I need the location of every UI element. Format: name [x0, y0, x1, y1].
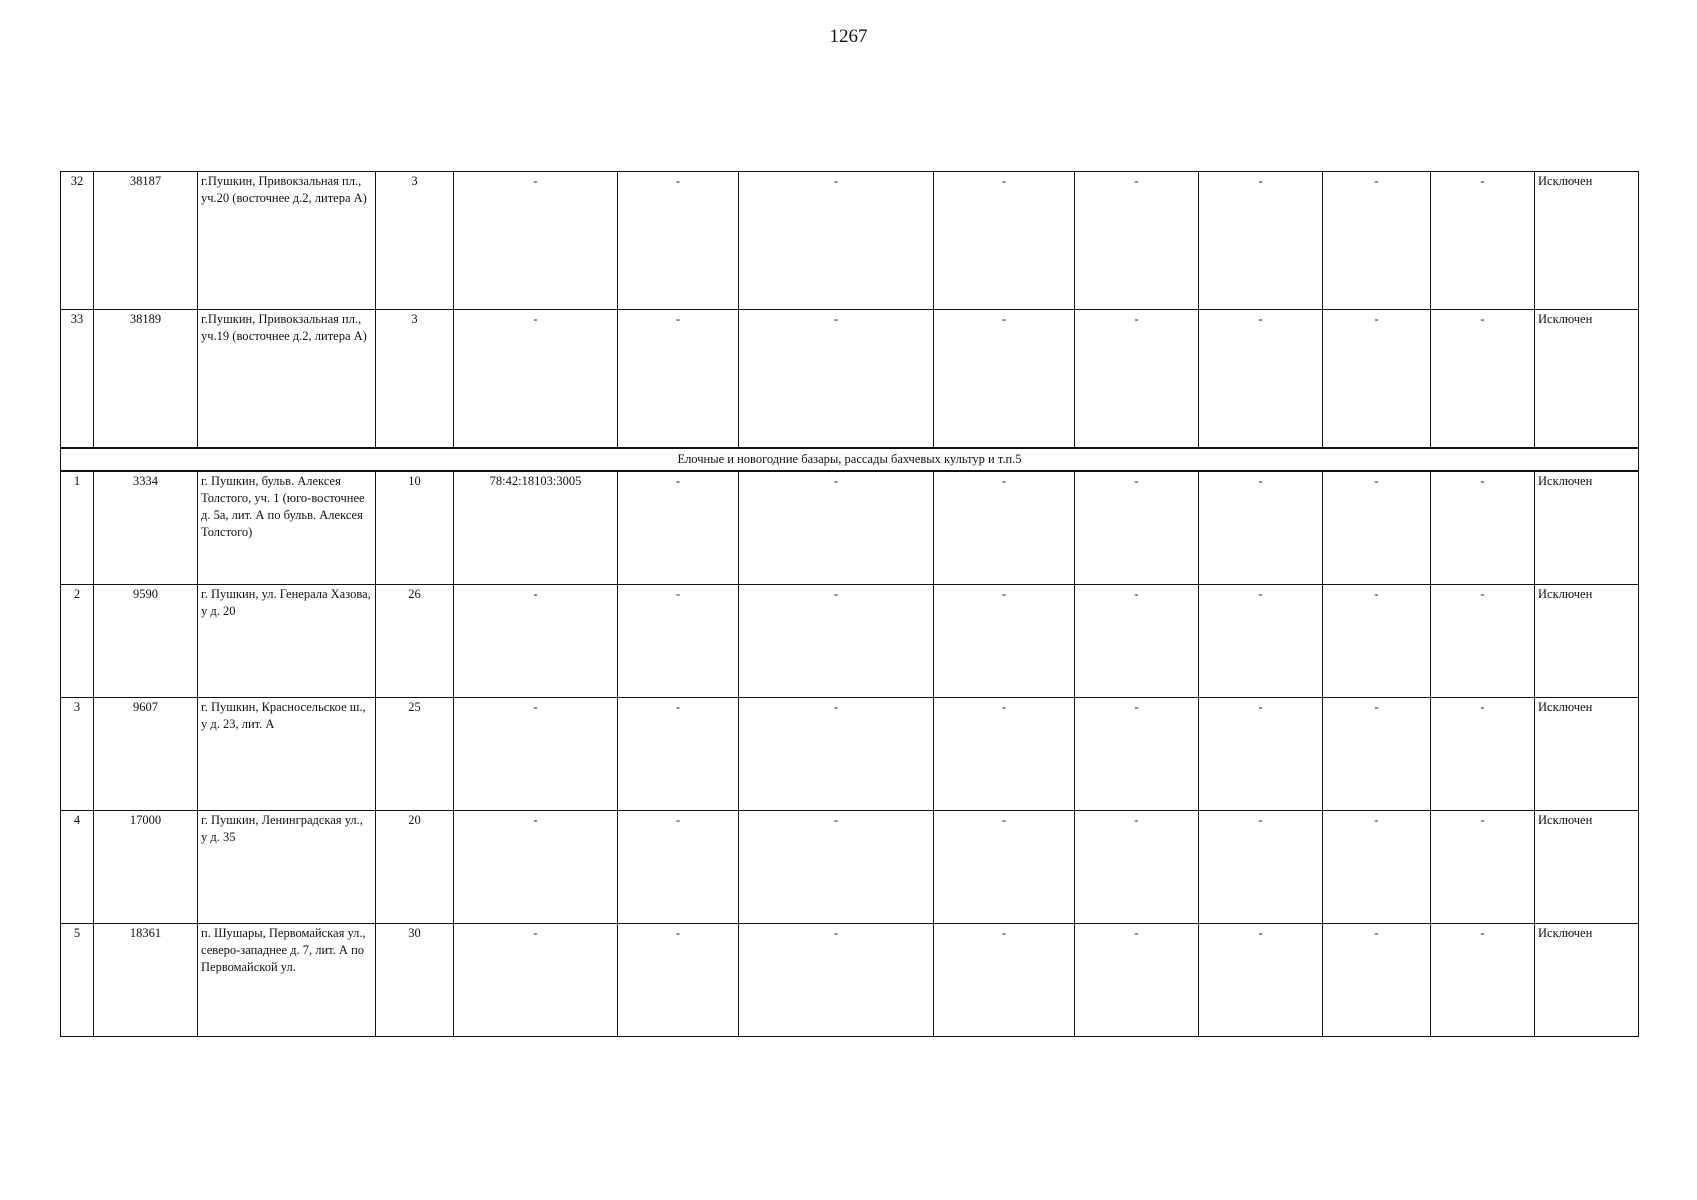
cell-area: 3 [376, 172, 454, 310]
cell-cadastral: - [454, 811, 618, 924]
cell-value: - [618, 811, 739, 924]
cell-id: 9607 [94, 698, 198, 811]
cell-address: г. Пушкин, Ленинградская ул., у д. 35 [198, 811, 376, 924]
cell-value: - [1323, 172, 1431, 310]
cell-value: - [1431, 471, 1535, 585]
cell-value: - [1075, 698, 1199, 811]
cell-value: - [1323, 585, 1431, 698]
cell-area: 10 [376, 471, 454, 585]
cell-value: - [618, 471, 739, 585]
cell-value: - [1323, 471, 1431, 585]
cell-area: 25 [376, 698, 454, 811]
cell-value: - [1431, 811, 1535, 924]
cell-value: - [1199, 698, 1323, 811]
cell-value: - [739, 172, 934, 310]
cell-value: - [1431, 924, 1535, 1037]
cell-value: - [618, 172, 739, 310]
section-title: Елочные и новогодние базары, рассады бахчевых культур и т.п.5 [61, 448, 1639, 471]
cell-value: - [618, 310, 739, 449]
registry-table-body [61, 172, 1639, 1037]
cell-status: Исключен [1535, 172, 1639, 310]
cell-status: Исключен [1535, 811, 1639, 924]
cell-value: - [739, 698, 934, 811]
cell-area: 3 [376, 310, 454, 449]
cell-value: - [739, 811, 934, 924]
cell-id: 18361 [94, 924, 198, 1037]
cell-value: - [1075, 471, 1199, 585]
cell-value: - [934, 811, 1075, 924]
cell-value: - [739, 585, 934, 698]
cell-id: 38187 [94, 172, 198, 310]
section-header-row [61, 448, 1639, 471]
cell-cadastral: - [454, 924, 618, 1037]
table-row [61, 585, 1639, 698]
cell-value: - [1199, 310, 1323, 449]
cell-number: 33 [61, 310, 94, 449]
table-row [61, 310, 1639, 449]
cell-value: - [1075, 811, 1199, 924]
cell-address: г.Пушкин, Привокзальная пл., уч.20 (восточнее д.2, литера А) [198, 172, 376, 310]
cell-value: - [1431, 172, 1535, 310]
cell-cadastral: - [454, 172, 618, 310]
cell-value: - [1431, 310, 1535, 449]
cell-number: 2 [61, 585, 94, 698]
cell-value: - [1075, 310, 1199, 449]
cell-area: 30 [376, 924, 454, 1037]
cell-value: - [618, 698, 739, 811]
cell-value: - [1323, 811, 1431, 924]
cell-value: - [1199, 924, 1323, 1037]
cell-area: 26 [376, 585, 454, 698]
cell-value: - [1431, 585, 1535, 698]
cell-number: 3 [61, 698, 94, 811]
cell-address: г. Пушкин, бульв. Алексея Толстого, уч. 1 (юго-восточнее д. 5а, лит. А по бульв. Алексея Толстого) [198, 471, 376, 585]
cell-value: - [1199, 471, 1323, 585]
cell-status: Исключен [1535, 924, 1639, 1037]
cell-address: п. Шушары, Первомайская ул., северо-западнее д. 7, лит. А по Первомайской ул. [198, 924, 376, 1037]
cell-value: - [934, 924, 1075, 1037]
page-number: 1267 [829, 26, 868, 47]
cell-value: - [1075, 585, 1199, 698]
cell-cadastral: - [454, 310, 618, 449]
table-row [61, 471, 1639, 585]
cell-status: Исключен [1535, 471, 1639, 585]
cell-value: - [1323, 310, 1431, 449]
cell-number: 5 [61, 924, 94, 1037]
cell-value: - [1075, 924, 1199, 1037]
cell-number: 1 [61, 471, 94, 585]
cell-address: г.Пушкин, Привокзальная пл., уч.19 (восточнее д.2, литера А) [198, 310, 376, 449]
cell-value: - [618, 924, 739, 1037]
cell-value: - [1075, 172, 1199, 310]
cell-status: Исключен [1535, 310, 1639, 449]
cell-value: - [1323, 924, 1431, 1037]
cell-value: - [1199, 172, 1323, 310]
cell-value: - [739, 310, 934, 449]
cell-value: - [934, 172, 1075, 310]
table-row [61, 172, 1639, 310]
cell-cadastral: - [454, 585, 618, 698]
cell-area: 20 [376, 811, 454, 924]
table-row [61, 924, 1639, 1037]
cell-id: 3334 [94, 471, 198, 585]
cell-value: - [1431, 698, 1535, 811]
cell-value: - [934, 585, 1075, 698]
cell-value: - [934, 698, 1075, 811]
cell-value: - [934, 310, 1075, 449]
cell-status: Исключен [1535, 585, 1639, 698]
cell-value: - [739, 471, 934, 585]
table-row [61, 811, 1639, 924]
cell-status: Исключен [1535, 698, 1639, 811]
cell-value: - [1199, 811, 1323, 924]
registry-table [60, 171, 1639, 1037]
cell-address: г. Пушкин, ул. Генерала Хазова, у д. 20 [198, 585, 376, 698]
cell-number: 4 [61, 811, 94, 924]
cell-cadastral: 78:42:18103:3005 [454, 471, 618, 585]
cell-id: 9590 [94, 585, 198, 698]
cell-value: - [1199, 585, 1323, 698]
cell-value: - [739, 924, 934, 1037]
cell-address: г. Пушкин, Красносельское ш., у д. 23, лит. А [198, 698, 376, 811]
cell-value: - [1323, 698, 1431, 811]
cell-id: 38189 [94, 310, 198, 449]
cell-cadastral: - [454, 698, 618, 811]
cell-value: - [618, 585, 739, 698]
cell-value: - [934, 471, 1075, 585]
cell-id: 17000 [94, 811, 198, 924]
cell-number: 32 [61, 172, 94, 310]
table-row [61, 698, 1639, 811]
